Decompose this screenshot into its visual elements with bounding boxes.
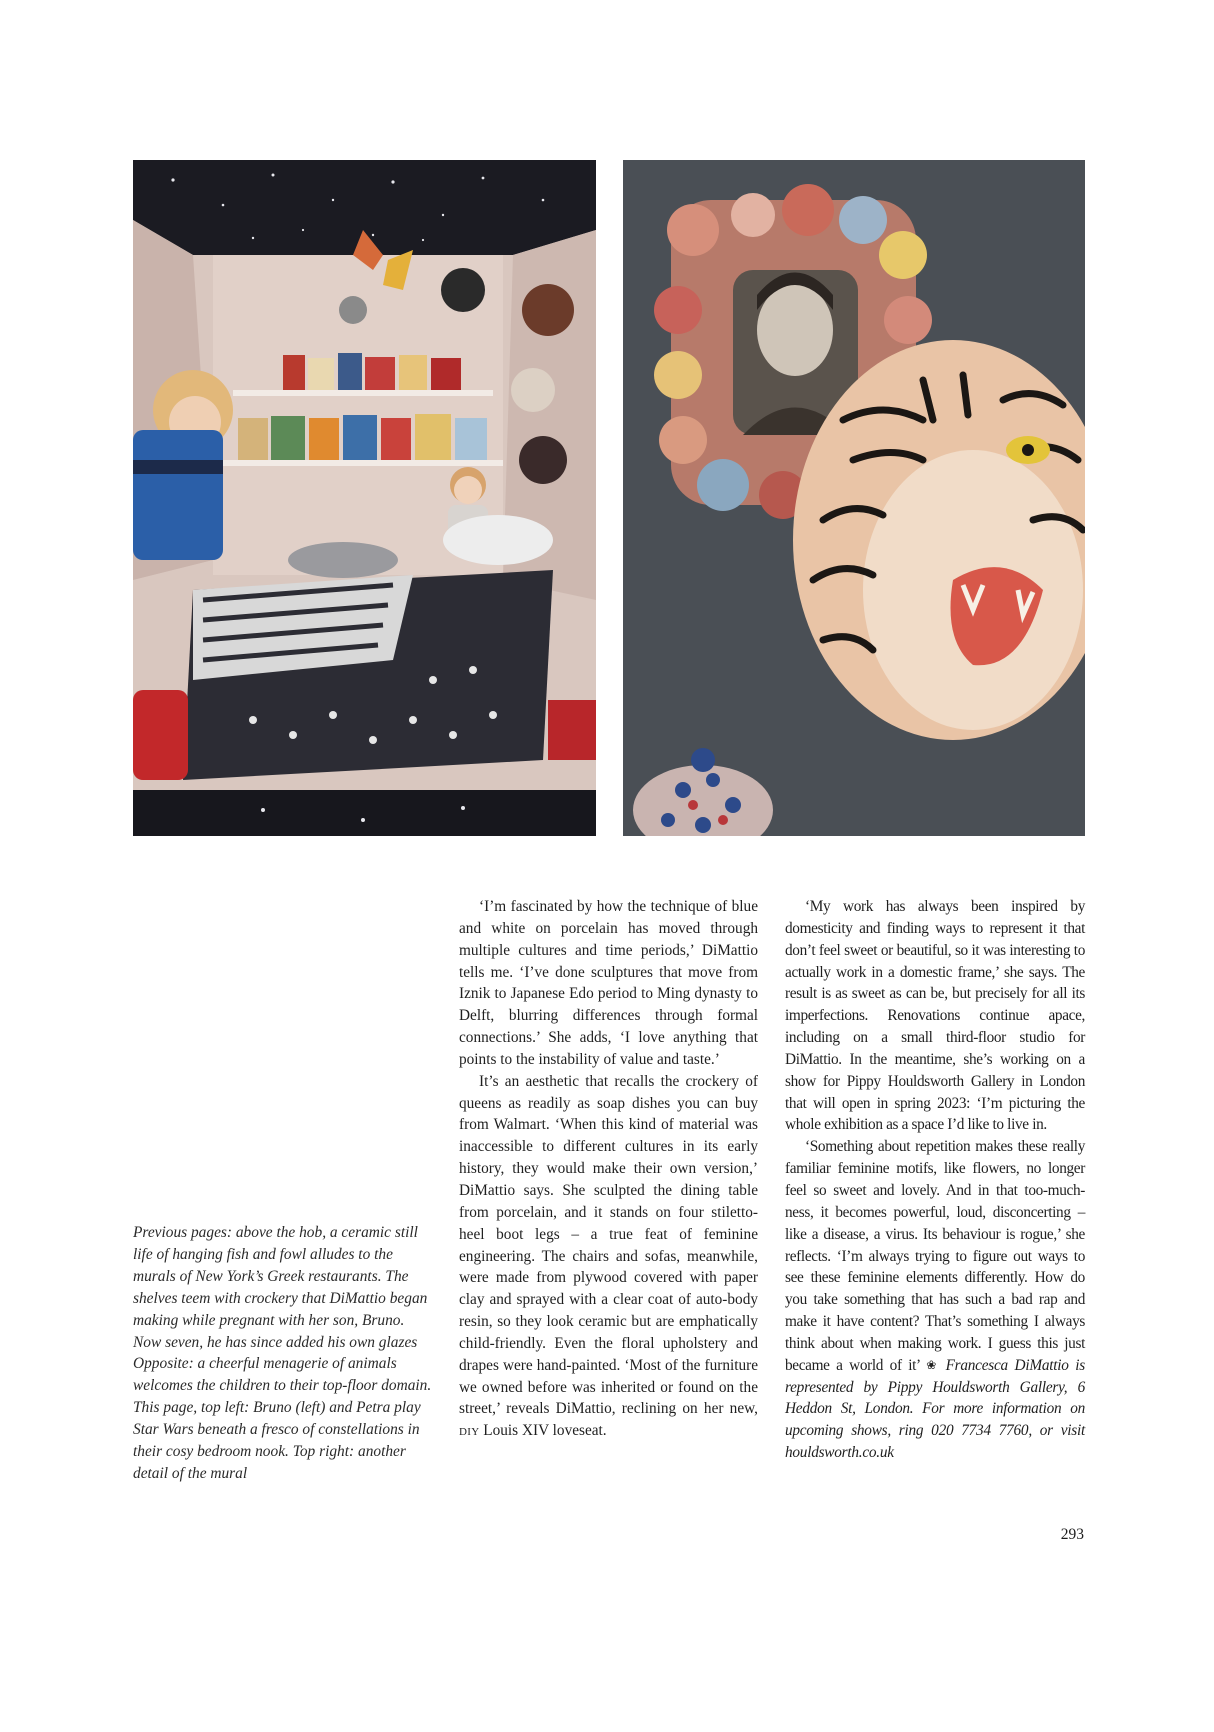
end-mark-icon: ❀ <box>926 1357 940 1372</box>
photo-tiger-mural <box>623 160 1085 836</box>
bedroom-illustration <box>133 160 596 836</box>
gallery-credit: Francesca DiMattio is represented by Pippy Houldsworth Gallery, 6 Heddon St, London. For more information on upcoming shows, ring 020 7734 7760, or visit houldsworth.co.uk <box>785 1356 1085 1462</box>
paragraph-aesthetic <box>459 1071 758 1442</box>
paragraph-domesticity: ‘My work has always been inspired by domesticity and finding ways to represent it that don’t feel sweet or beautiful, so it was interesting to actually work in a domestic frame,’ she says. The result is as sweet as can be, but precisely for all its imperfections. Renovations continue apace, including on a small third-floor studio for DiMattio. In the meantime, she’s working on a show for Pippy Houldsworth Gallery in London that will open in spring 2023: ‘I’m picturing the whole exhibition as a space I’d like to live in. <box>785 898 1085 1134</box>
paragraph-repetition <box>785 1136 1085 1464</box>
photo-bedroom-nook <box>133 160 596 836</box>
body-column-middle <box>459 896 758 1442</box>
mural-illustration <box>623 160 1085 836</box>
paragraph-repetition-text: ‘Something about repetition makes these really familiar feminine motifs, like flowers, no longer feel so sweet and lovely. And in that too-much-ness, it becomes powerful, loud, disconcerting – like a disease, a virus. Its behaviour is rogue,’ she reflects. ‘I’m always trying to figure out ways to see these feminine elements differently. How do you take something that has such a bad rap and make it have content? That’s something I always think about when making work. I guess this just became a world of it’ <box>785 1138 1085 1374</box>
page-number: 293 <box>1060 1526 1084 1543</box>
photo-caption: Previous pages: above the hob, a ceramic still life of hanging fish and fowl alludes to the murals of New York’s Greek restaurants. The shelves teem with crockery that DiMattio began making while pregnant with her son, Bruno. Now seven, he has since added his own glazes Opposite: a cheerful menagerie of animals welcomes the children to their top-floor domain. This page, top left: Bruno (left) and Petra play Star Wars beneath a fresco of constellations in their cosy bedroom nook. Top right: another detail of the mural <box>133 1224 432 1482</box>
paragraph-aesthetic-end: Louis XIV loveseat. <box>483 1422 607 1440</box>
paragraph-aesthetic-text: It’s an aesthetic that recalls the crockery of queens as readily as soap dishes you can buy from Walmart. ‘When this kind of material was inaccessible to different cultures in its early history, they would make their own version,’ DiMattio says. She sculpted the dining table from porcelain, and it stands on four stiletto-heel boot legs – a true feat of feminine engineering. The chairs and sofas, meanwhile, were made from plywood covered with paper clay and sprayed with a clear coat of auto-body resin, so they look ceramic but are emphatically child-friendly. Even the floral upholstery and drapes were hand-painted. ‘Most of the furniture we owned before was inherited or found on the street,’ reveals DiMattio, reclining on her new, <box>459 1072 758 1418</box>
paragraph-porcelain-technique: ‘I’m fascinated by how the technique of blue and white on porcelain has moved through multiple cultures and time periods,’ DiMattio tells me. ‘I’ve done sculptures that move from Iznik to Japanese Edo period to Ming dynasty to Delft, blurring differences through formal connections.’ She adds, ‘I love anything that points to the instability of value and taste.’ <box>459 898 758 1068</box>
body-column-right <box>785 896 1085 1464</box>
diy-smallcaps: diy <box>459 1422 480 1440</box>
